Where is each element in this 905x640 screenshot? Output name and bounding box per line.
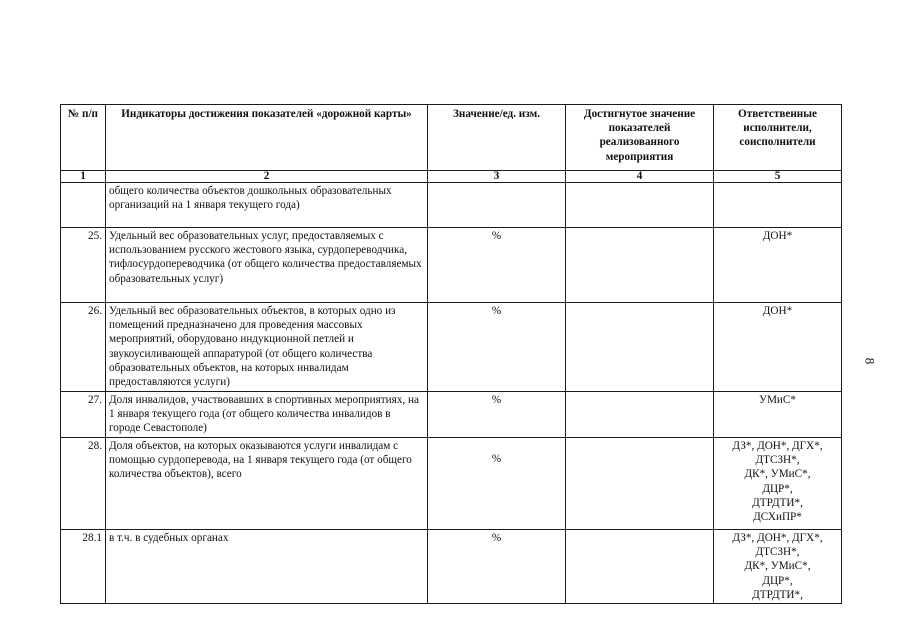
header-num: № п/п — [61, 105, 106, 171]
row-achieved — [566, 530, 714, 604]
row-achieved — [566, 183, 714, 228]
row-achieved — [566, 392, 714, 438]
row-responsible — [714, 303, 842, 392]
responsible-line: ДТРДТИ*, — [752, 496, 803, 509]
row-value — [428, 438, 566, 530]
responsible-line: ДТСЗН*, — [755, 546, 800, 559]
value-unit: % — [491, 230, 502, 242]
row-achieved — [566, 228, 714, 303]
row-responsible — [714, 392, 842, 438]
value-unit: % — [491, 532, 502, 544]
column-number: 4 — [566, 171, 714, 183]
value-unit: % — [491, 394, 502, 406]
responsible-line: ДК*, УМиС*, — [744, 468, 811, 481]
row-value — [428, 183, 566, 228]
row-value — [428, 228, 566, 303]
row-responsible — [714, 530, 842, 604]
column-number: 5 — [714, 171, 842, 183]
value-unit: % — [491, 453, 502, 465]
table-row — [61, 438, 842, 530]
row-number: 28.1 — [61, 530, 106, 604]
responsible-line: ДЗ*, ДОН*, ДГХ*, — [732, 440, 823, 452]
column-number: 1 — [61, 171, 106, 183]
responsible-line: ДТРДТИ*, — [752, 588, 803, 601]
row-number: 28. — [61, 438, 106, 530]
row-indicator: общего количества объектов дошкольных образовательных организаций на 1 января текущего года) — [106, 183, 428, 228]
header-value: Значение/ед. изм. — [428, 105, 566, 171]
responsible-line: ДЦР*, — [762, 574, 793, 587]
value-unit: % — [491, 305, 502, 317]
column-number: 3 — [428, 171, 566, 183]
header-indicator: Индикаторы достижения показателей «дорожной карты» — [106, 105, 428, 171]
row-responsible — [714, 438, 842, 530]
row-indicator: Доля объектов, на которых оказываются услуги инвалидам с помощью сурдоперевода, на 1 января текущего года (от общего количества объектов), всего — [106, 438, 428, 530]
row-achieved — [566, 438, 714, 530]
table-row — [61, 303, 842, 392]
responsible-line: УМиС* — [759, 394, 796, 406]
row-number: 26. — [61, 303, 106, 392]
column-numbering-row — [61, 171, 842, 183]
responsible-line: ДСХиПР* — [753, 511, 802, 524]
row-responsible — [714, 228, 842, 303]
indicators-table — [60, 104, 842, 604]
header-achieved: Достигнутое значение показателей реализованного мероприятия — [566, 105, 714, 171]
row-value — [428, 303, 566, 392]
row-indicator: Удельный вес образовательных объектов, в которых одно из помещений предназначено для проведения массовых мероприятий, оборудовано индукционной петлей и звукоусиливающей аппаратурой (от общего количества образовательных объектов, на которых инвалидам предоставляются услуги) — [106, 303, 428, 392]
row-value — [428, 530, 566, 604]
row-number: 27. — [61, 392, 106, 438]
table-row — [61, 530, 842, 604]
row-achieved — [566, 303, 714, 392]
responsible-line: ДОН* — [762, 230, 793, 242]
table-header-row — [61, 105, 842, 171]
responsible-line: ДК*, УМиС*, — [744, 560, 811, 573]
table-row — [61, 228, 842, 303]
header-responsible: Ответственные исполнители, соисполнители — [714, 105, 842, 171]
page-number: 8 — [862, 357, 878, 365]
responsible-line: ДОН* — [762, 305, 793, 317]
responsible-line: ДТСЗН*, — [755, 454, 800, 467]
column-number: 2 — [106, 171, 428, 183]
table-row — [61, 392, 842, 438]
responsible-line: ДЗ*, ДОН*, ДГХ*, — [732, 532, 823, 544]
row-value — [428, 392, 566, 438]
row-indicator: в т.ч. в судебных органах — [106, 530, 428, 604]
row-indicator: Доля инвалидов, участвовавших в спортивных мероприятиях, на 1 января текущего года (от общего количества инвалидов в городе Севастополе) — [106, 392, 428, 438]
table-row — [61, 183, 842, 228]
row-number — [61, 183, 106, 228]
row-indicator: Удельный вес образовательных услуг, предоставляемых с использованием русского жестового языка, сурдопереводчика, тифлосурдопереводчика (от общего количества предоставляемых образовательных услуг) — [106, 228, 428, 303]
row-number: 25. — [61, 228, 106, 303]
responsible-line: ДЦР*, — [762, 482, 793, 495]
row-responsible — [714, 183, 842, 228]
